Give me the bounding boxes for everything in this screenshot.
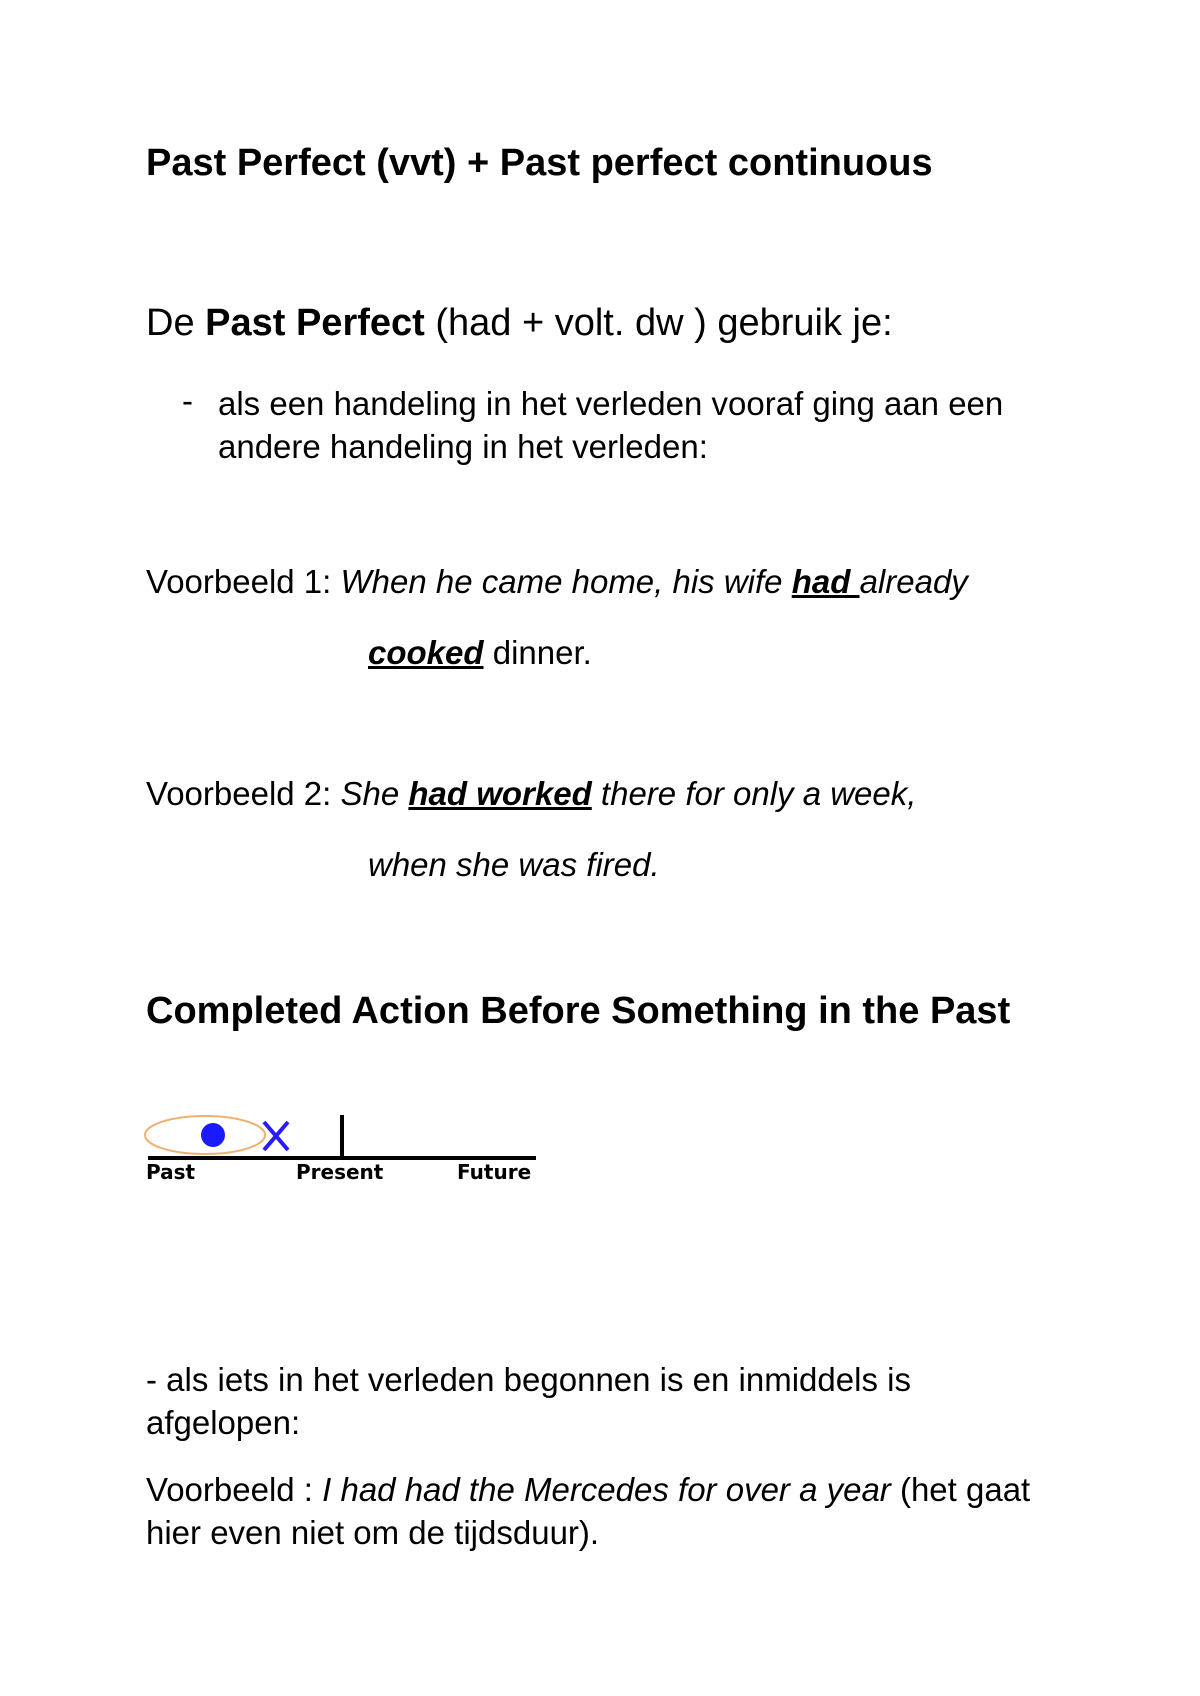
example-2-had-worked: had worked [408, 775, 592, 812]
timeline-dot [201, 1123, 225, 1147]
timeline-diagram [140, 1110, 540, 1190]
intro-rest: (had + volt. dw ) gebruik je: [424, 302, 893, 344]
second-usage-text: - als iets in het verleden begonnen is en inmiddels is afgelopen: [146, 1361, 911, 1441]
intro-line [146, 302, 893, 345]
section-heading: Completed Action Before Something in the Past [146, 990, 1011, 1032]
example-1-line-1 [146, 563, 968, 601]
example-2-part-1: She [340, 775, 409, 812]
example-2-part-2: there for only a week, [591, 775, 917, 812]
example-1-had: had [791, 563, 860, 600]
example-2-label: Voorbeeld 2: [146, 775, 341, 812]
intro-bold: Past Perfect [205, 302, 425, 344]
timeline-label-present: Present [296, 1160, 384, 1184]
example-1-part-3: dinner. [483, 634, 592, 671]
example-3 [146, 1468, 1066, 1554]
example-1-part-1: When he came home, his wife [340, 563, 792, 600]
example-1-label: Voorbeeld 1: [146, 563, 341, 600]
example-3-label: Voorbeeld : [146, 1471, 323, 1508]
page-title: Past Perfect (vvt) + Past perfect continuous [146, 142, 933, 184]
timeline-label-future: Future [457, 1160, 532, 1184]
bullet-dash: - [182, 382, 193, 419]
example-2-line-1 [146, 775, 916, 813]
example-1-line-2 [368, 634, 592, 672]
example-2-line-2-text: when she was fired. [368, 846, 660, 883]
timeline-label-past: Past [146, 1160, 196, 1184]
example-3-rest: (het gaat hier even niet om de tijdsduur). [146, 1471, 1031, 1551]
example-2-line-2 [368, 846, 660, 884]
example-1-cooked: cooked [368, 634, 484, 671]
bullet-text: als een handeling in het verleden vooraf ging aan een andere handeling in het verleden: [218, 385, 1004, 465]
example-3-italic: I had had the Mercedes for over a year [322, 1471, 891, 1508]
intro-prefix: De [146, 302, 206, 344]
timeline-x-marker [264, 1122, 288, 1150]
example-1-part-2: already [859, 563, 968, 600]
